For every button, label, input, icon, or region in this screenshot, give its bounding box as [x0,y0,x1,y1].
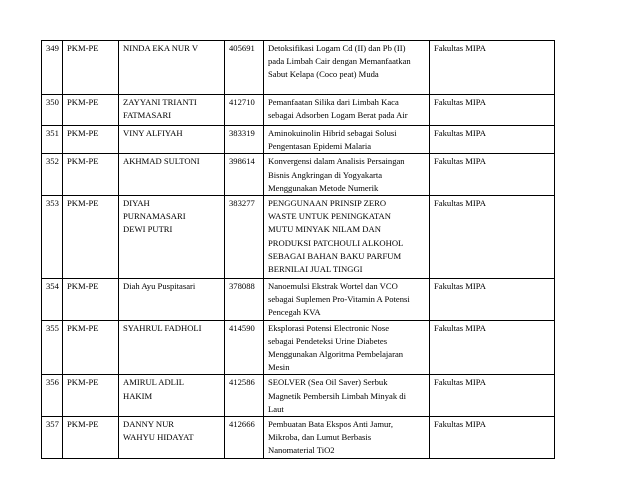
faculty-cell: Fakultas MIPA [430,95,555,126]
category-cell: PKM-PE [63,320,119,375]
student-list-table [41,40,555,459]
student-id-cell: 398614 [225,154,264,196]
row-number: 355 [42,320,63,375]
proposal-title-cell: Konvergensi dalam Analisis Persaingan Bisnis Angkringan di Yogyakarta Menggunakan Metode Numerik [264,154,430,196]
row-number: 351 [42,126,63,154]
row-number: 349 [42,41,63,95]
faculty-cell: Fakultas MIPA [430,41,555,95]
student-name-cell: AKHMAD SULTONI [119,154,225,196]
table-row [42,95,555,126]
student-name-cell: ZAYYANI TRIANTI FATMASARI [119,95,225,126]
category-cell: PKM-PE [63,279,119,321]
row-number: 356 [42,375,63,417]
student-name-cell: VINY ALFIYAH [119,126,225,154]
category-cell: PKM-PE [63,154,119,196]
proposal-title-cell: Pembuatan Bata Ekspos Anti Jamur, Mikroba, dan Lumut Berbasis Nanomaterial TiO2 [264,417,430,459]
proposal-title-cell: Pemanfaatan Silika dari Limbah Kaca sebagai Adsorben Logam Berat pada Air [264,95,430,126]
faculty-cell: Fakultas MIPA [430,417,555,459]
row-number: 357 [42,417,63,459]
table-row [42,320,555,375]
proposal-title-cell: SEOLVER (Sea Oil Saver) Serbuk Magnetik Pembersih Limbah Minyak di Laut [264,375,430,417]
table-row [42,196,555,279]
student-name-cell: NINDA EKA NUR V [119,41,225,95]
table-row [42,375,555,417]
student-name-cell: SYAHRUL FADHOLI [119,320,225,375]
category-cell: PKM-PE [63,375,119,417]
faculty-cell: Fakultas MIPA [430,375,555,417]
row-number: 350 [42,95,63,126]
student-id-cell: 383277 [225,196,264,279]
student-id-cell: 414590 [225,320,264,375]
proposal-title-cell: Nanoemulsi Ekstrak Wortel dan VCO sebagai Suplemen Pro-Vitamin A Potensi Pencegah KVA [264,279,430,321]
proposal-title-cell: Detoksifikasi Logam Cd (II) dan Pb (II) pada Limbah Cair dengan Memanfaatkan Sabut Kelapa (Coco peat) Muda [264,41,430,95]
table-row [42,41,555,95]
student-id-cell: 405691 [225,41,264,95]
student-id-cell: 378088 [225,279,264,321]
student-name-cell: Diah Ayu Puspitasari [119,279,225,321]
row-number: 352 [42,154,63,196]
student-name-cell: DANNY NUR WAHYU HIDAYAT [119,417,225,459]
student-name-cell: AMIRUL ADLIL HAKIM [119,375,225,417]
row-number: 354 [42,279,63,321]
student-id-cell: 412586 [225,375,264,417]
table-row [42,154,555,196]
category-cell: PKM-PE [63,41,119,95]
student-id-cell: 412710 [225,95,264,126]
faculty-cell: Fakultas MIPA [430,279,555,321]
row-number: 353 [42,196,63,279]
student-id-cell: 412666 [225,417,264,459]
faculty-cell: Fakultas MIPA [430,320,555,375]
student-name-cell: DIYAH PURNAMASARI DEWI PUTRI [119,196,225,279]
proposal-title-cell: PENGGUNAAN PRINSIP ZERO WASTE UNTUK PENINGKATAN MUTU MINYAK NILAM DAN PRODUKSI PATCHOULI ALKOHOL SEBAGAI BAHAN BAKU PARFUM BERNILAI JUAL TINGGI [264,196,430,279]
proposal-title-cell: Eksplorasi Potensi Electronic Nose sebagai Pendeteksi Urine Diabetes Menggunakan Algoritma Pembelajaran Mesin [264,320,430,375]
category-cell: PKM-PE [63,417,119,459]
student-id-cell: 383319 [225,126,264,154]
faculty-cell: Fakultas MIPA [430,196,555,279]
table-row [42,417,555,459]
category-cell: PKM-PE [63,196,119,279]
faculty-cell: Fakultas MIPA [430,126,555,154]
category-cell: PKM-PE [63,126,119,154]
table-body [42,41,555,459]
table-row [42,279,555,321]
faculty-cell: Fakultas MIPA [430,154,555,196]
category-cell: PKM-PE [63,95,119,126]
proposal-title-cell: Aminokuinolin Hibrid sebagai Solusi Pengentasan Epidemi Malaria [264,126,430,154]
table-row [42,126,555,154]
